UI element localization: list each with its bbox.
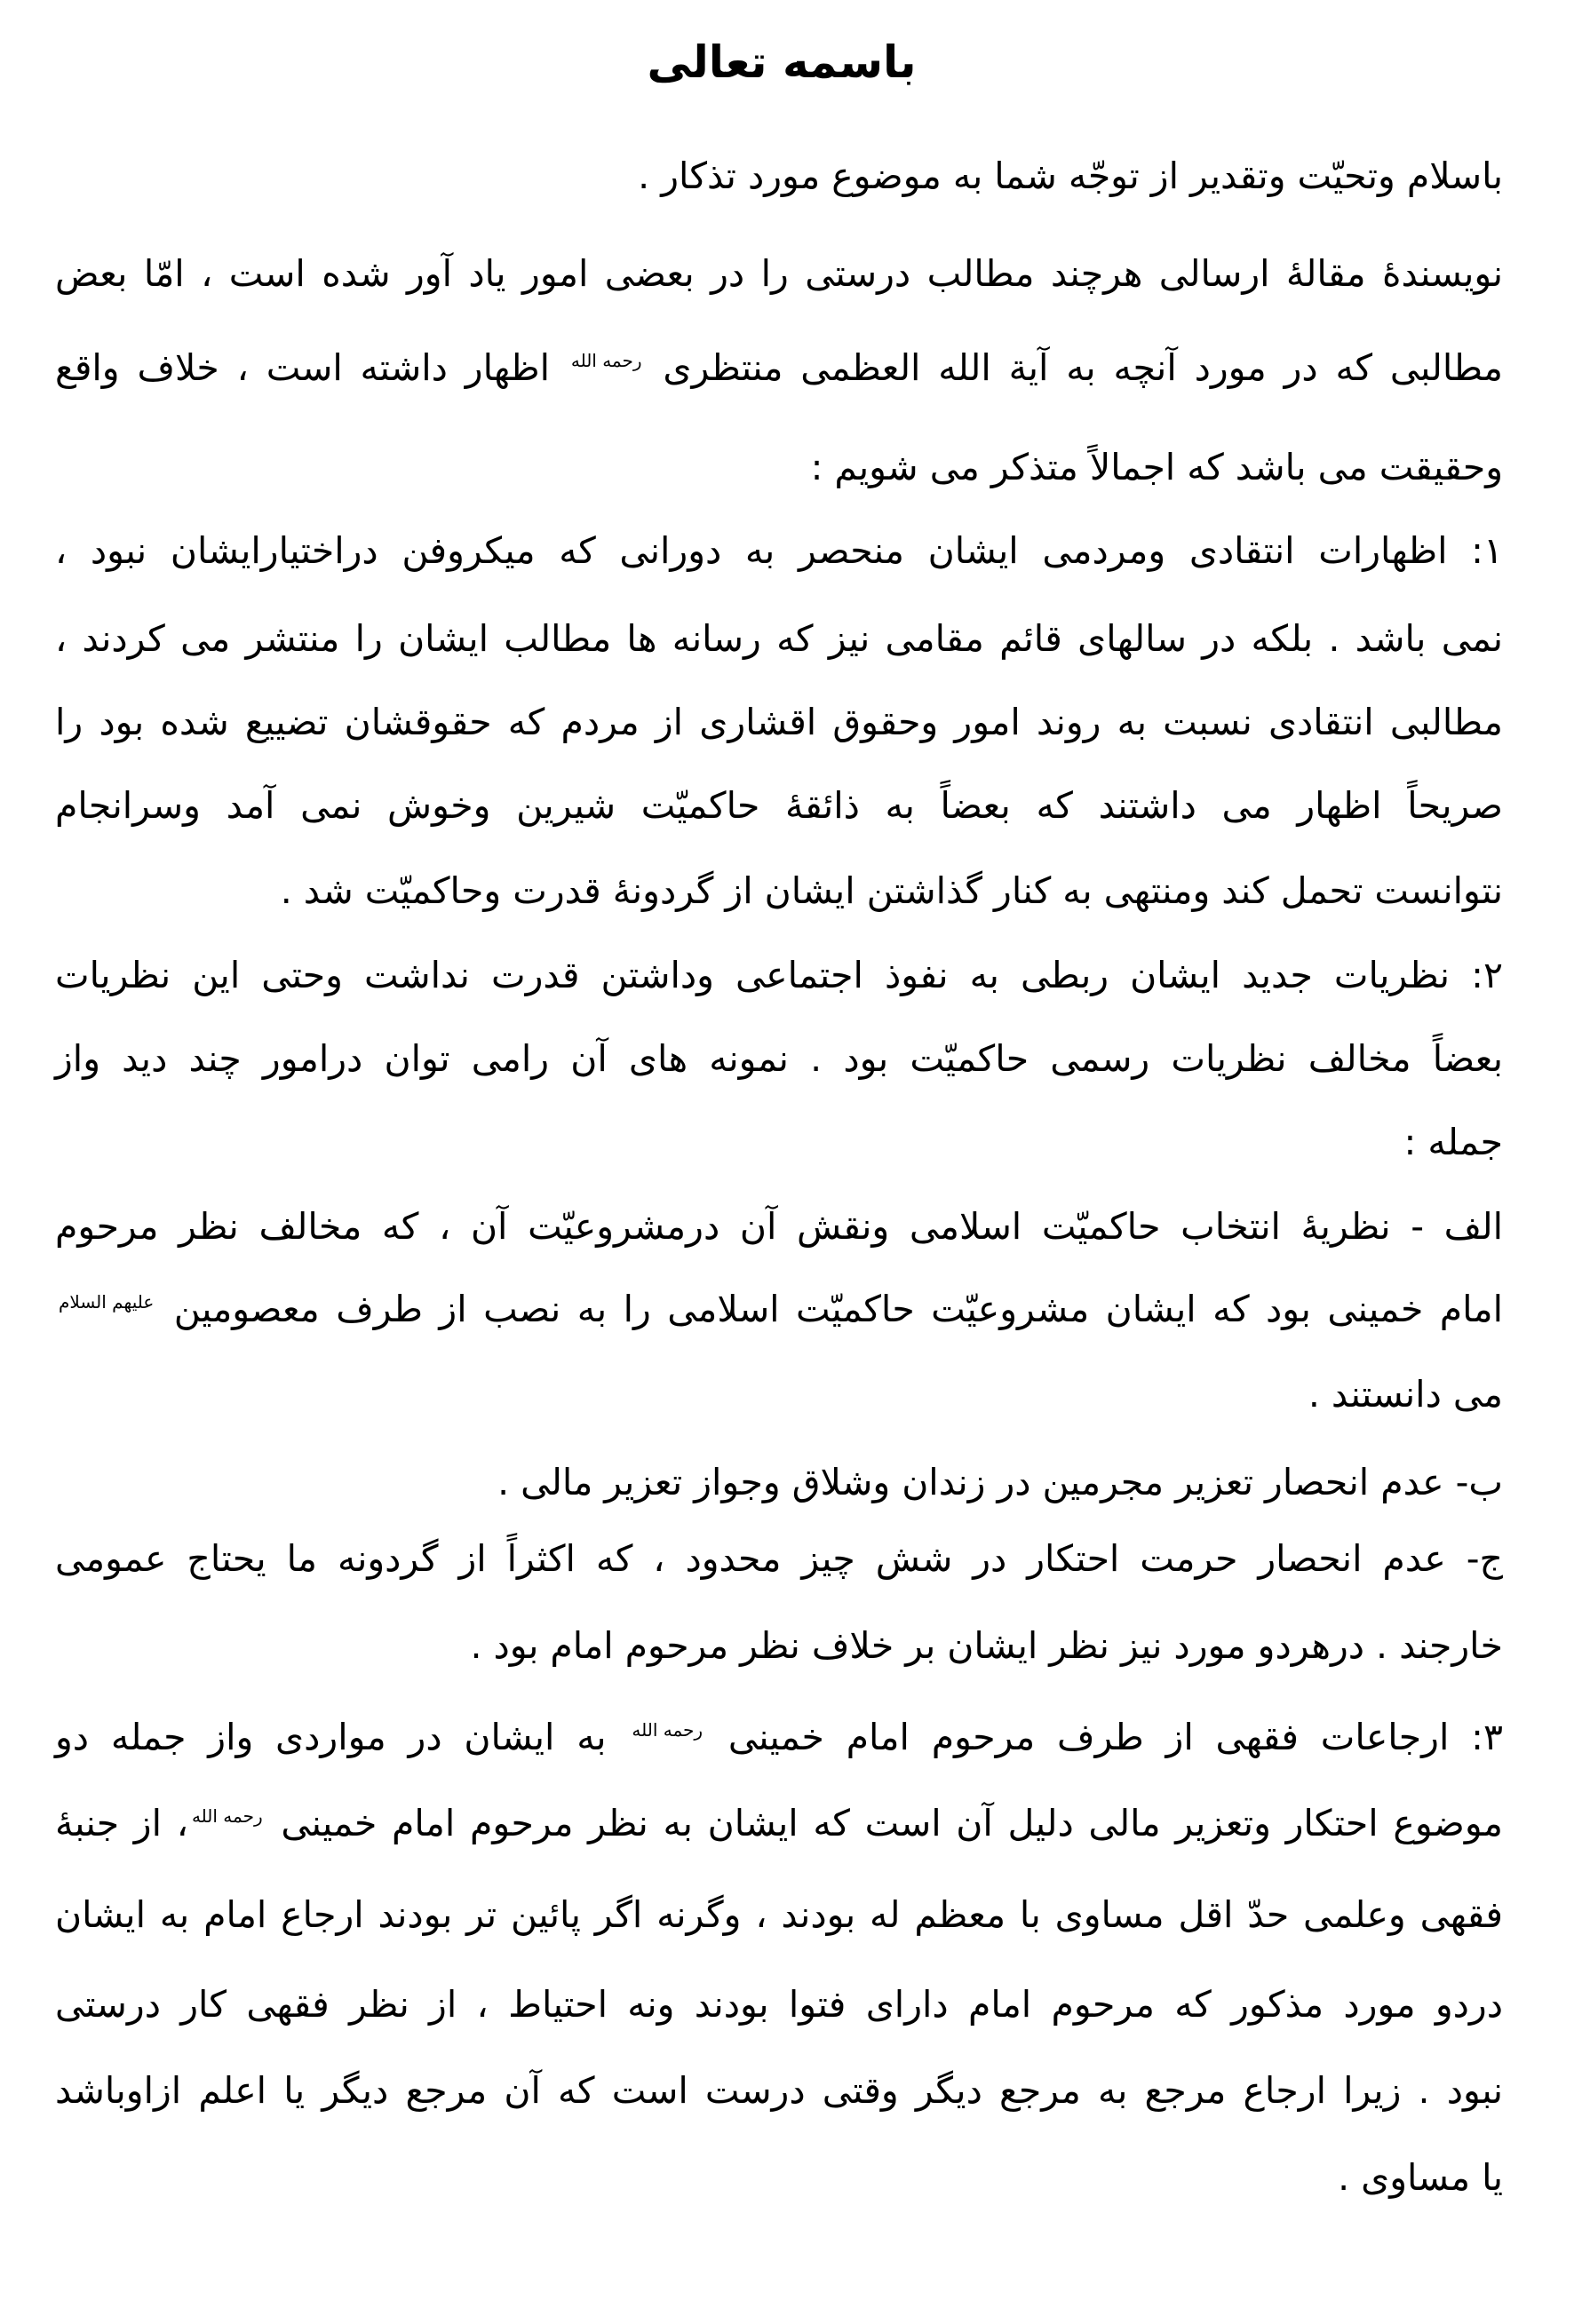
- text-line: [55, 515, 1503, 586]
- line-text: نبود . زیرا ارجاع مرجع به مرجع دیگر وقتی درست است که آن مرجع دیگر یا اعلم ازاوباشد: [55, 2069, 1503, 2112]
- text-line: [55, 770, 1503, 841]
- line-text: موضوع احتکار وتعزیر مالی دلیل آن است که ایشان به نظر مرحوم امام خمینی: [281, 1802, 1503, 1844]
- text-line: [55, 238, 1503, 309]
- line-text: فقهی وعلمی حدّ اقل مساوی با معظم له بودند ، وگرنه اگر پائین تر بودند ارجاع امام به ایشان: [55, 1893, 1503, 1936]
- line-text: خارجند . درهردو مورد نیز نظر ایشان بر خلاف نظر مرحوم امام بود .: [470, 1624, 1503, 1667]
- line-text: ۳: ارجاعات فقهی از طرف مرحوم امام خمینی: [727, 1716, 1503, 1758]
- document-title: باسمه تعالی: [647, 36, 917, 88]
- text-line: [55, 1523, 1503, 1594]
- line-text: مطالبی انتقادی نسبت به روند امور وحقوق اقشاری از مردم که حقوقشان تضییع شده بود را: [55, 701, 1503, 743]
- text-line: [55, 1610, 1503, 1681]
- text-line: [55, 1447, 1503, 1518]
- text-line: [55, 603, 1503, 674]
- text-line: [55, 2142, 1503, 2213]
- line-text: الف - نظریۀ انتخاب حاکمیّت اسلامی ونقش آن درمشروعیّت آن ، که مخالف نظر مرحوم: [55, 1205, 1503, 1248]
- text-line: [55, 1106, 1503, 1178]
- line-text: باسلام وتحیّت وتقدیر از توجّه شما به موضوع مورد تذکار .: [638, 155, 1503, 197]
- line-text: ب- عدم انحصار تعزیر مجرمین در زندان وشلاق وجواز تعزیر مالی .: [497, 1461, 1503, 1503]
- line-text: وحقیقت می باشد که اجمالاً متذکر می شویم :: [810, 446, 1503, 488]
- line-text: نتوانست تحمل کند ومنتهی به کنار گذاشتن ایشان از گردونۀ قدرت وحاکمیّت شد .: [280, 869, 1503, 912]
- text-line: [55, 940, 1503, 1011]
- text-line: [55, 1191, 1503, 1262]
- text-line: [55, 1879, 1503, 1950]
- text-line: [55, 1969, 1503, 2040]
- line-text: نمی باشد . بلکه در سالهای قائم مقامی نیز که رسانه ها مطالب ایشان را منتشر می کردند ،: [55, 617, 1503, 660]
- text-line: [55, 686, 1503, 757]
- text-line: [55, 1788, 1503, 1859]
- text-line: [55, 332, 1503, 403]
- line-text: بعضاً مخالف نظریات رسمی حاکمیّت بود . نمونه های آن رامی توان درامور چند دید واز: [55, 1037, 1503, 1080]
- line-text: یا مساوی .: [1338, 2156, 1503, 2199]
- text-line: [55, 432, 1503, 503]
- line-text: به ایشان در مواردی واز جمله دو: [55, 1716, 607, 1758]
- line-text: ج- عدم انحصار حرمت احتکار در شش چیز محدود ، که اکثراً از گردونه ما یحتاج عمومی: [55, 1537, 1503, 1580]
- line-text: ، از جنبۀ: [55, 1802, 188, 1844]
- honorific-ligature: علیهم السلام: [59, 1291, 155, 1313]
- line-text: می دانستند .: [1308, 1373, 1503, 1416]
- text-line: [55, 1701, 1503, 1773]
- text-line: [55, 1023, 1503, 1094]
- line-text: ۱: اظهارات انتقادی ومردمی ایشان منحصر به دورانی که میکروفن دراختیارایشان نبود ،: [55, 529, 1503, 572]
- honorific-ligature: رحمه الله: [191, 1805, 263, 1828]
- text-line: [55, 2055, 1503, 2126]
- line-text: مطالبی که در مورد آنچه به آیة الله العظمی منتظری: [663, 346, 1503, 389]
- line-text: صریحاً اظهار می داشتند که بعضاً به ذائقۀ حاکمیّت شیرین وخوش نمی آمد وسرانجام: [55, 784, 1503, 827]
- line-text: اظهار داشته است ، خلاف واقع: [55, 346, 550, 389]
- line-text: امام خمینی بود که ایشان مشروعیّت حاکمیّت اسلامی را به نصب از طرف معصومین: [173, 1288, 1503, 1330]
- line-text: نویسندۀ مقالۀ ارسالی هرچند مطالب درستی را در بعضی امور یاد آور شده است ، امّا بعض: [55, 252, 1503, 295]
- text-line: [55, 855, 1503, 926]
- text-line: [55, 140, 1503, 211]
- line-text: دردو مورد مذکور که مرحوم امام دارای فتوا بودند ونه احتیاط ، از نظر فقهی کار درستی: [55, 1983, 1503, 2026]
- text-line: [55, 1273, 1503, 1344]
- text-line: [55, 1359, 1503, 1430]
- line-text: ۲: نظریات جدید ایشان ربطی به نفوذ اجتماعی وداشتن قدرت نداشت وحتی این نظریات: [55, 954, 1503, 996]
- line-text: جمله :: [1403, 1121, 1503, 1163]
- honorific-ligature: رحمه الله: [570, 350, 642, 372]
- honorific-ligature: رحمه الله: [632, 1719, 704, 1741]
